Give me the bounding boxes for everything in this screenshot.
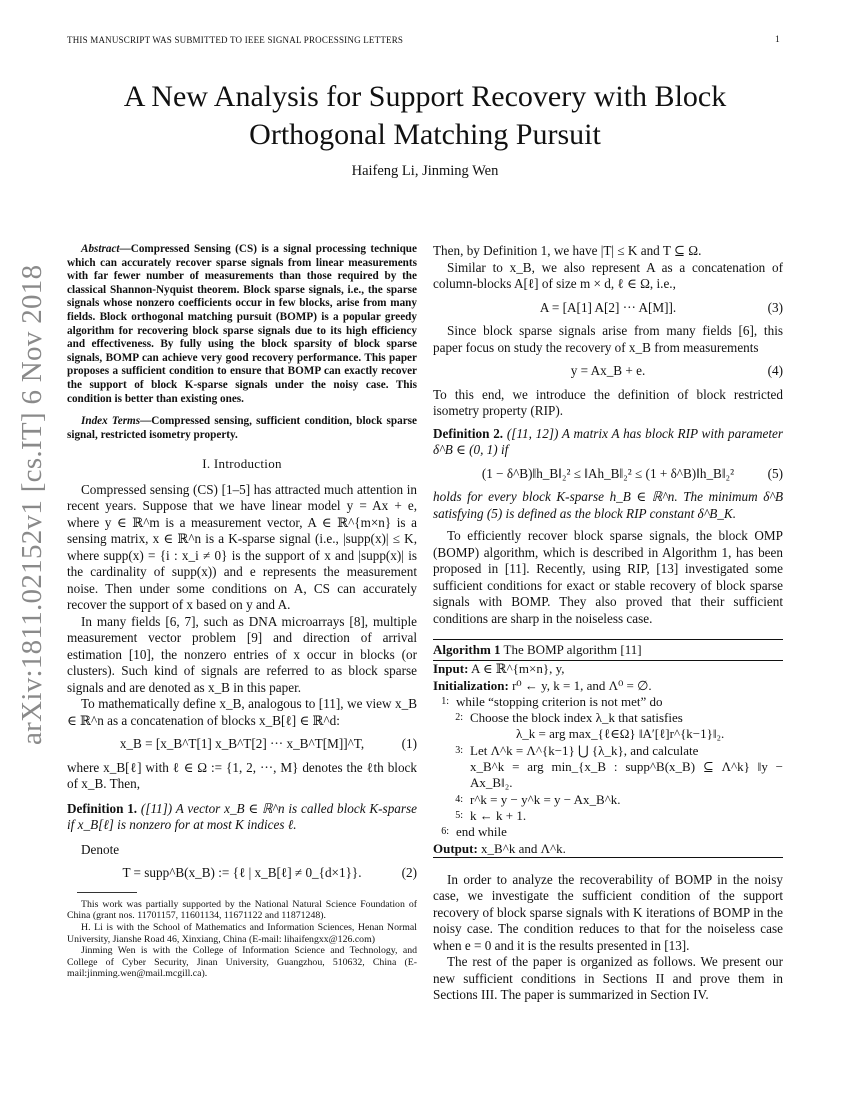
abstract-text: —Compressed Sensing (CS) is a signal processing technique which can accurately recover sparse signals from linear measurements with far fewer number of measurements than those required by the classical Shannon-Nyquist theorem. Block sparse signals, i.e., the sparse signals whose nonzero coefficients occur in few blocks, arise from many fields. Block orthogonal matching pursuit (BOMP) is a popular greedy algorithm for recovering block sparse signals due to its high efficiency and effectiveness. By fully using the block sparsity of block sparse signals, BOMP can achieve very good recovery performance. This paper proposes a sufficient condition to ensure that BOMP can exactly recover the support of block K-sparse signals under the noisy case. This condition is better than existing ones. [67,243,417,405]
algorithm-line [433,710,783,726]
algorithm-line-text: x_B^k = arg min_{x_B : supp^B(x_B) ⊆ Λ^k} ‖y − Ax_B‖₂. [470,759,783,791]
algorithm-line-text: Let Λ^k = Λ^{k−1} ⋃ {λ_k}, and calculate [470,742,699,758]
algorithm-line-number: 3: [455,744,463,756]
algorithm-line [433,726,783,742]
algorithm-line-number: 4: [455,793,463,805]
equation-2-number: (2) [401,865,417,881]
right-paragraph-4: To this end, we introduce the definition of block restricted isometry property (RIP). [433,386,783,418]
footnote-author-li: H. Li is with the School of Mathematics and Information Sciences, Henan Normal University, Jianshe Road 46, Xinxiang, China (E-mail: lihaifengxx@126.com) [67,922,417,945]
footnote-rule [77,892,137,893]
equation-1-body: x_B = [x_B^T[1] x_B^T[2] ··· x_B^T[M]]^T, [119,736,365,752]
algorithm-line-text: k ← k + 1. [470,807,527,823]
paper-title [40,78,810,154]
authors: Haifeng Li, Jinming Wen [351,163,499,179]
definition-1-text: ([11]) A vector x_B ∈ ℝ^n is called block K-sparse if x_B[ℓ] is nonzero for at most K indices ℓ. [67,800,417,833]
algorithm-output-label: Output: [433,840,478,856]
right-paragraph-5: To efficiently recover block sparse signals, the block OMP (BOMP) algorithm, which is described in Algorithm 1, has been proposed in [11]. Recently, using RIP, [13] investigated some sufficient conditions for exact or stable recovery of block sparse signals with BOMP. They also proved that their sufficient conditions are sharp in the noiseless case. [433,528,783,626]
title-line-1: A New Analysis for Support Recovery with Block [123,80,727,113]
algorithm-line [433,743,783,759]
algorithm-line [433,792,783,808]
algorithm-output [433,841,783,857]
footnotes [67,899,417,980]
algorithm-input-label: Input: [433,661,469,677]
equation-4-body: y = Ax_B + e. [570,363,646,378]
intro-paragraph-3: To mathematically define x_B, analogous to [11], we view x_B ∈ ℝ^n as a concatenation of blocks x_B[ℓ] ∈ ℝ^d: [67,696,417,728]
right-paragraph-6: In order to analyze the recoverability of BOMP in the noisy case, we investigate the sufficient condition of the support recovery of block sparse signals with K iterations of BOMP in the noisy case. The condition reduces to that for the noiseless case when e = 0 and it is the results presented in [13]. [433,871,783,953]
arxiv-stamp: arXiv:1811.02152v1 [cs.IT] 6 Nov 2018 [16,264,48,745]
algorithm-line-number: 5: [455,809,463,821]
algorithm-input-text: A ∈ ℝ^{m×n}, y, [470,661,565,677]
right-paragraph-7: The rest of the paper is organized as follows. We present our new sufficient conditions in Sections II and prove them in Sections III. The paper is summarized in Section IV. [433,954,783,1003]
algorithm-init-text: r⁰ ← y, k = 1, and Λ⁰ = ∅. [512,677,652,693]
definition-1-label: Definition 1. [67,800,138,816]
algorithm-line-number [493,726,509,742]
equation-5 [433,466,783,483]
index-terms [67,415,417,442]
footnote-funding: This work was partially supported by the National Natural Science Foundation of China (grant nos. 11701157, 11601134, 11671122 and 11871248). [67,898,417,922]
algorithm-input [433,661,783,677]
right-paragraph-1: Then, by Definition 1, we have |T| ≤ K and T ⊆ Ω. [433,243,702,258]
algorithm-box [433,639,783,858]
algorithm-caption-text: The BOMP algorithm [11] [503,642,642,657]
index-terms-text: —Compressed sensing, sufficient condition, block sparse signal, restricted isometry property. [67,415,417,441]
algorithm-line [433,759,783,792]
equation-4-number: (4) [767,363,783,378]
footnote-author-wen: Jinming Wen is with the College of Information Science and Technology, and College of Cyber Security, Jinan University, Guangzhou, 510632, China (E-mail:jinming.wen@mail.mcgill.ca). [67,945,417,980]
running-head: THIS MANUSCRIPT WAS SUBMITTED TO IEEE SIGNAL PROCESSING LETTERS [67,35,404,45]
algorithm-line [433,808,783,824]
algorithm-line-number [447,759,463,792]
abstract-label: Abstract [81,243,120,255]
equation-1-number: (1) [401,736,417,752]
algorithm-output-text: x_B^k and Λ^k. [481,840,566,856]
equation-1 [67,736,417,753]
intro-paragraph-1: Compressed sensing (CS) [1–5] has attracted much attention in recent years. Suppose that we have linear model y = Ax + e, where y ∈ ℝ^m is a measurement vector, A ∈ ℝ^{m×n} is a sensing matrix, x ∈ ℝ^n is a K-sparse signal (i.e., |supp(x)| ≤ K, where supp(x) = {i : x_i ≠ 0} is the support of x and |supp(x)| is the cardinality of supp(x)) and e represents the measurement noise. Then under some conditions on A, CS can accurately recover the support of x based on y and A. [67,481,417,613]
algorithm-line-number: 2: [455,712,463,724]
equation-3-number: (3) [767,299,783,315]
algorithm-line-text: λ_k = arg max_{ℓ∈Ω} ‖A′[ℓ]r^{k−1}‖₂. [516,726,725,742]
equation-2 [67,865,417,882]
denote-text: Denote [81,841,120,857]
equation-5-body: (1 − δ^B)‖h_B‖₂² ≤ ‖Ah_B‖₂² ≤ (1 + δ^B)‖h_B‖₂² [481,465,735,481]
algorithm-caption-label: Algorithm 1 [433,642,501,657]
left-column [67,243,417,980]
algorithm-caption [433,640,783,661]
equation-4 [433,363,783,380]
definition-2-tail: holds for every block K-sparse h_B ∈ ℝ^n. The minimum δ^B satisfying (5) is defined as the block RIP constant δ^B_K. [433,489,783,521]
algorithm-line-text: end while [456,824,507,840]
definition-2 [433,426,783,459]
intro-paragraph-2: In many fields [6, 7], such as DNA microarrays [8], multiple measurement vector problem [9] and direction of arrival estimation [10], the nonzero entries of x occur in blocks (or clusters). Such kind of signals are referred to as block sparse signals and are denoted as x_B in this paper. [67,613,417,695]
equation-3-body: A = [A[1] A[2] ··· A[M]]. [539,299,677,315]
algorithm-line-number: 1: [441,695,449,707]
right-paragraph-2: Similar to x_B, we also represent A as a concatenation of column-blocks A[ℓ] of size m × d, ℓ ∈ Ω, i.e., [433,259,783,291]
right-paragraph-3: Since block sparse signals arise from many fields [6], this paper focus on study the recovery of x_B from measurements [433,323,783,355]
algorithm-line [433,694,783,710]
abstract [67,243,417,406]
equation-3 [433,300,783,317]
equation-2-body: T = supp^B(x_B) := {ℓ | x_B[ℓ] ≠ 0_{d×1}}. [122,865,362,881]
index-terms-label: Index Terms [81,415,141,428]
algorithm-line-text: Choose the block index λ_k that satisfies [470,710,683,726]
section-heading-introduction: I. Introduction [202,456,282,472]
algorithm-init [433,678,783,694]
algorithm-line-number: 6: [441,826,449,838]
equation-5-number: (5) [767,465,783,481]
algorithm-line-text: while “stopping criterion is not met” do [456,693,663,709]
algorithm-line-text: r^k = y − y^k = y − Ax_B^k. [470,791,621,807]
definition-1 [67,801,417,834]
intro-paragraph-4: where x_B[ℓ] with ℓ ∈ Ω := {1, 2, ···, M} denotes the ℓth block of x_B. Then, [67,759,417,792]
right-column [433,243,783,1004]
title-line-2: Orthogonal Matching Pursuit [249,118,601,151]
definition-2-text: ([11, 12]) A matrix A has block RIP with parameter δ^B ∈ (0, 1) if [433,425,783,457]
definition-2-label: Definition 2. [433,425,504,441]
algorithm-line [433,824,783,840]
algorithm-init-label: Initialization: [433,677,509,693]
page-number: 1 [775,35,780,45]
